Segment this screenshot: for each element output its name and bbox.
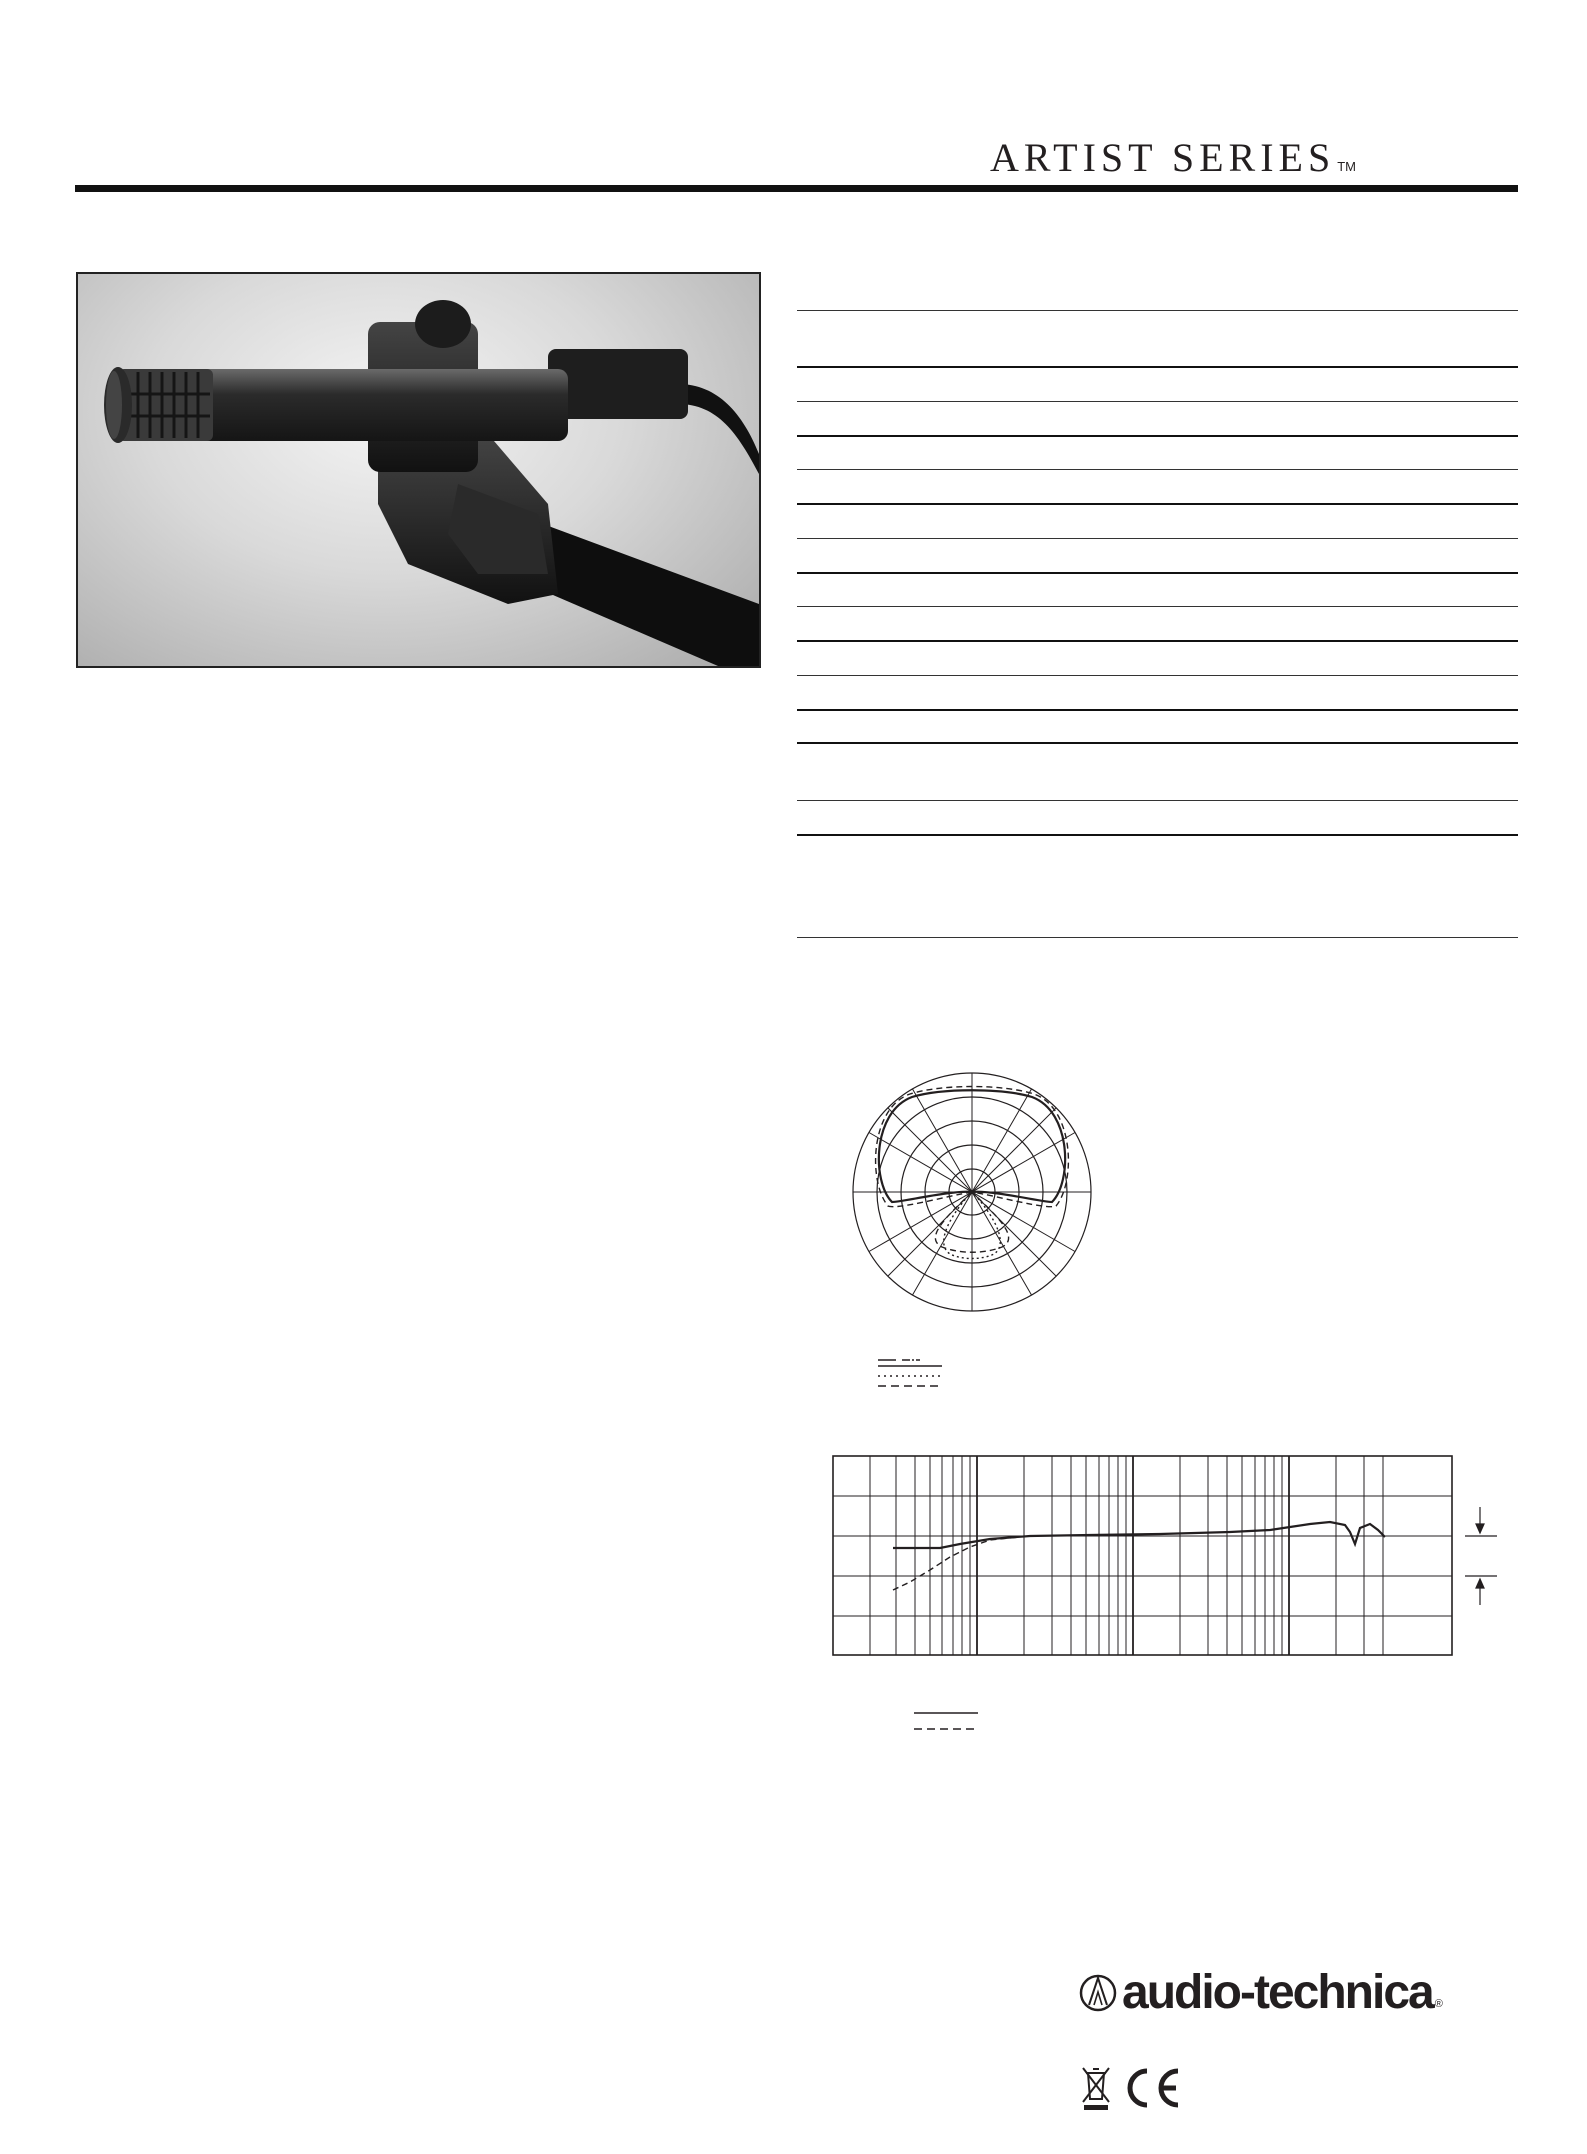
spec-rule <box>797 503 1518 505</box>
spec-rule <box>797 800 1518 801</box>
spec-rule <box>797 606 1518 607</box>
brand-wordmark: audio-technica <box>1122 1966 1433 2019</box>
brand-logo <box>1078 1965 1443 2020</box>
spec-rule <box>797 538 1518 539</box>
series-title-text: ARTIST SERIES <box>990 135 1336 180</box>
spec-rule <box>797 742 1518 744</box>
polar-legend <box>876 1356 946 1397</box>
product-photo <box>76 272 761 668</box>
audio-technica-logo-icon <box>1078 1968 1118 2018</box>
certification-marks <box>1080 2065 1184 2111</box>
registered-mark: ® <box>1434 1998 1443 2010</box>
spec-rule <box>797 366 1518 368</box>
spec-rule <box>797 834 1518 836</box>
polar-pattern-diagram <box>842 1062 1102 1327</box>
polar-pattern-graph <box>842 1062 1102 1322</box>
spec-rule <box>797 709 1518 711</box>
ce-mark-icon <box>1120 2065 1184 2111</box>
spec-rule <box>797 640 1518 642</box>
spec-rule <box>797 469 1518 470</box>
spec-rule <box>797 937 1518 938</box>
weee-crossed-bin-icon <box>1080 2065 1112 2111</box>
frequency-legend <box>912 1707 982 1740</box>
frequency-response-graph <box>830 1452 1500 1662</box>
frequency-response-chart <box>830 1452 1500 1667</box>
spec-rule <box>797 435 1518 437</box>
microphone-illustration <box>78 274 759 666</box>
spec-table-rules <box>797 0 1518 960</box>
spec-rule <box>797 675 1518 676</box>
spec-rule <box>797 401 1518 402</box>
frequency-legend-lines <box>912 1707 982 1735</box>
spec-rule <box>797 572 1518 574</box>
spec-rule <box>797 310 1518 311</box>
polar-legend-lines <box>876 1356 946 1392</box>
trademark-mark: TM <box>1337 159 1357 174</box>
